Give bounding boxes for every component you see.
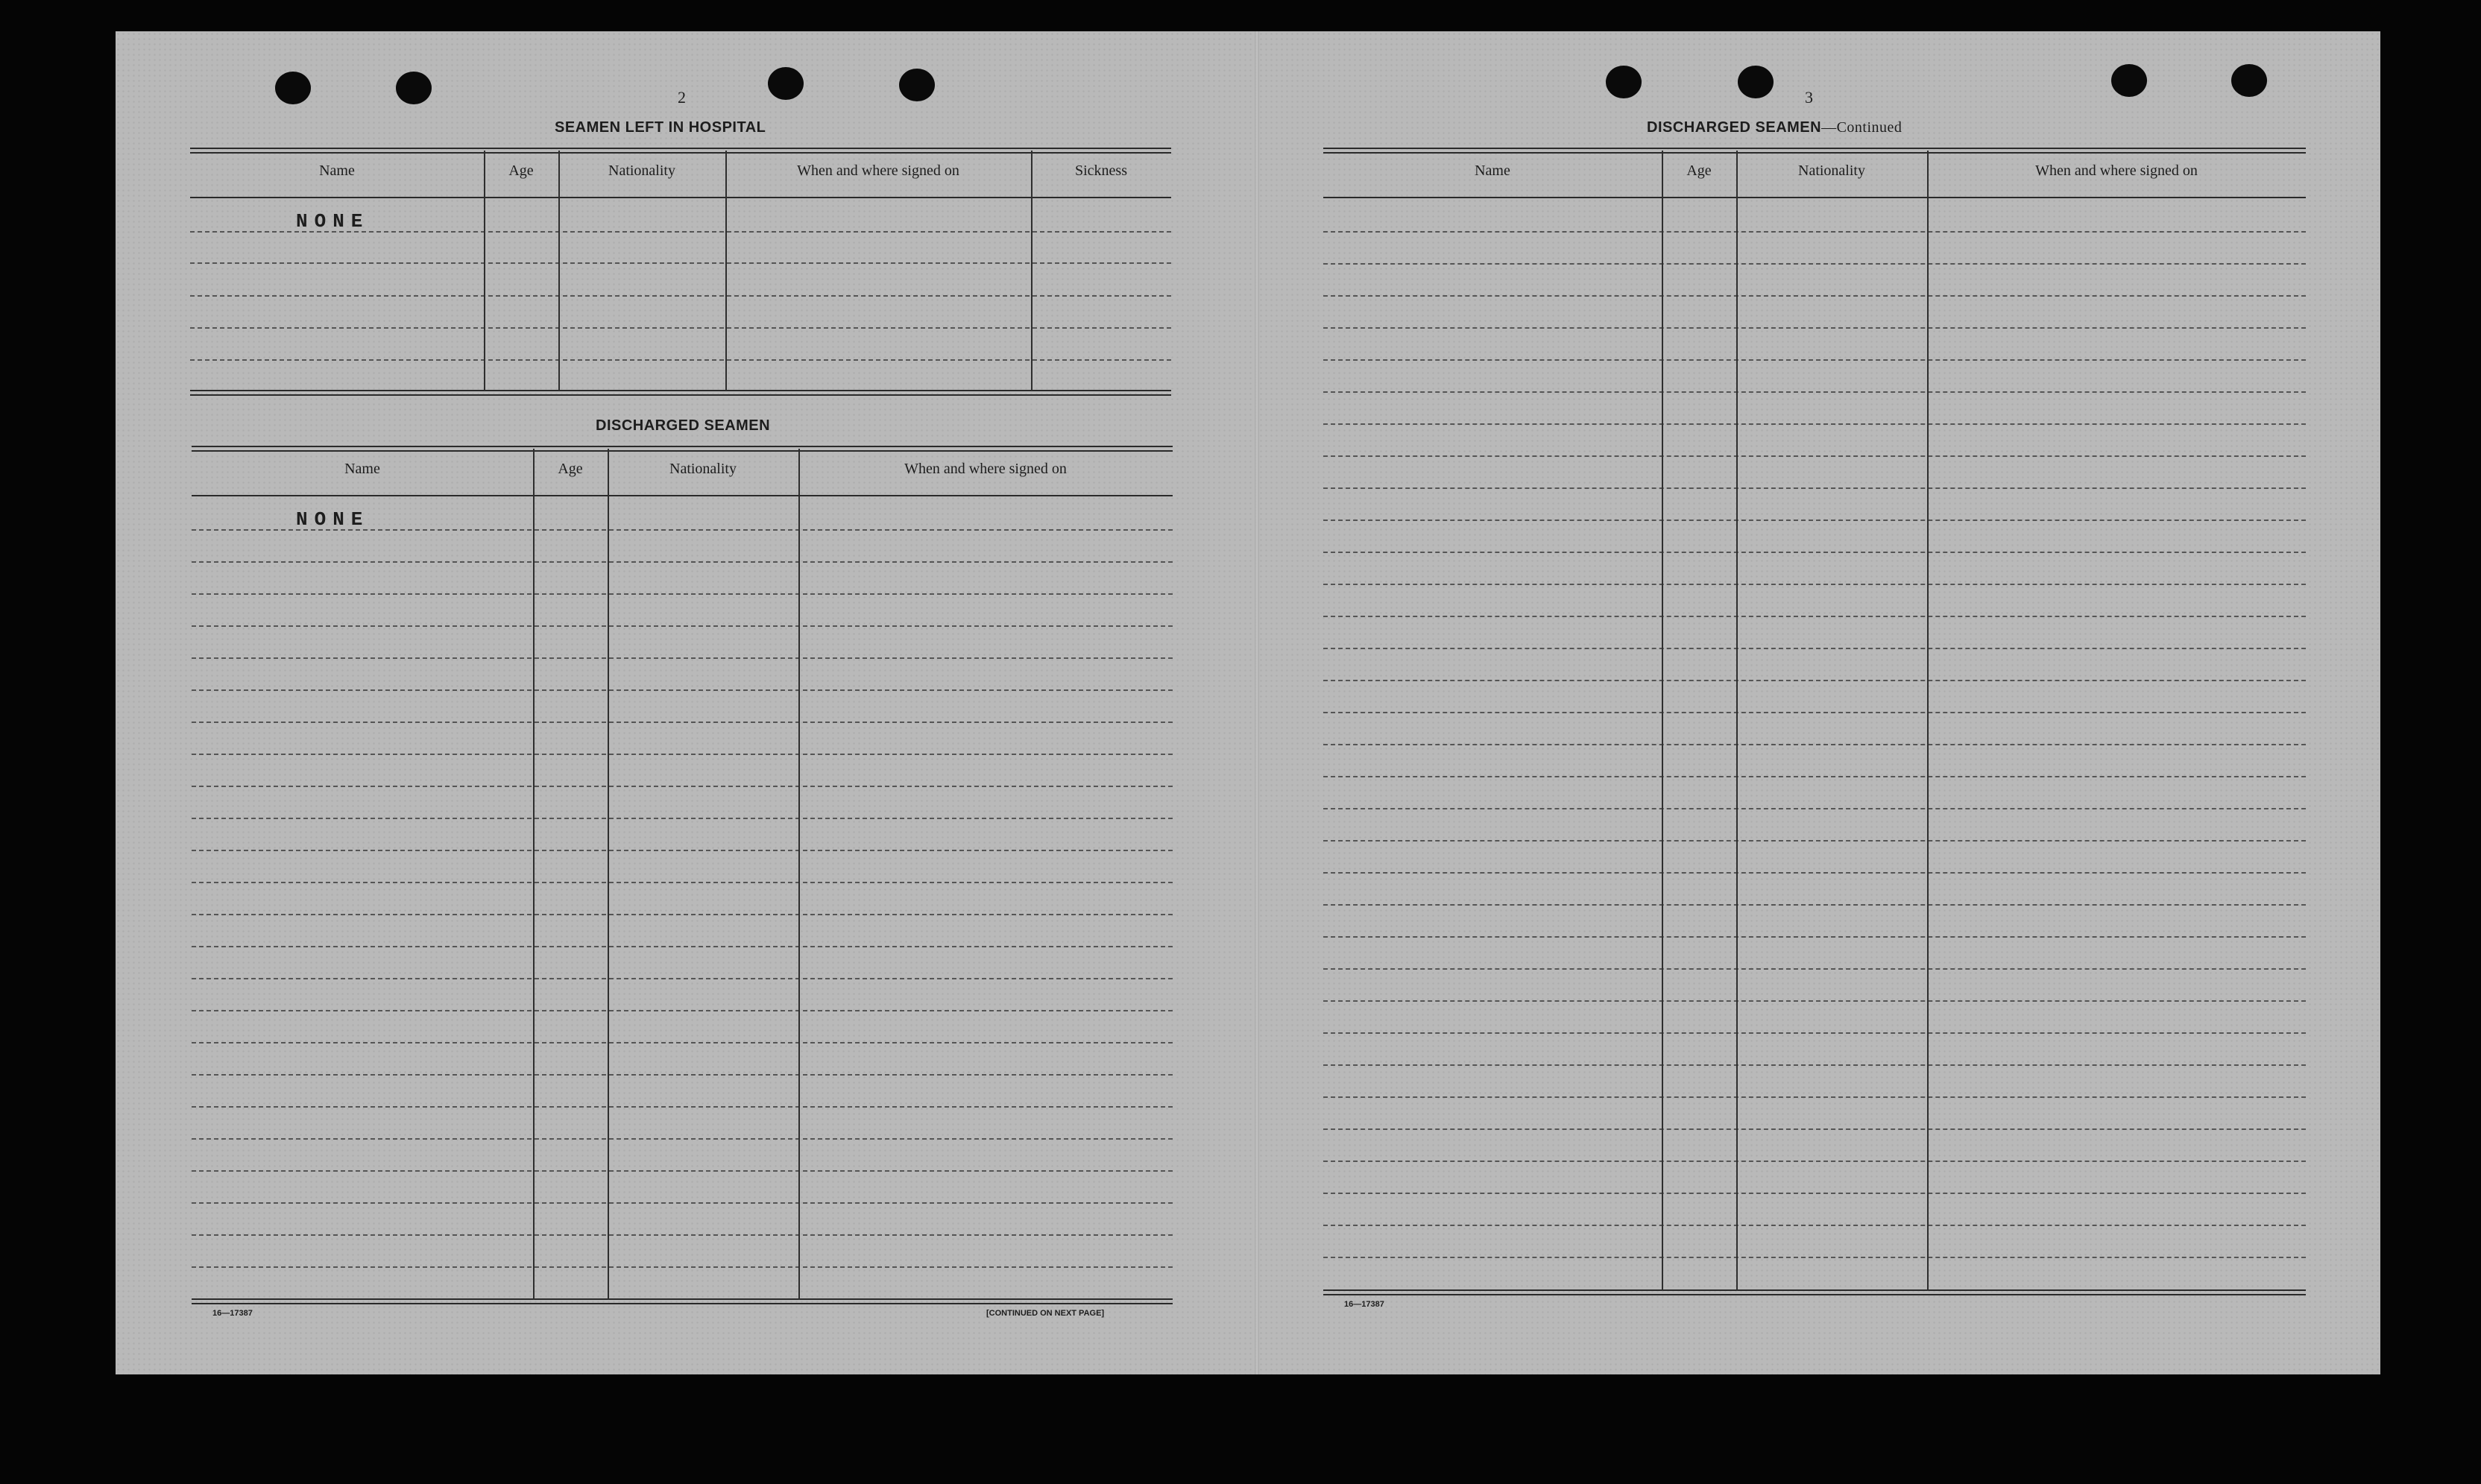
ruled-line (1323, 391, 2306, 393)
col-header-name: Name (1475, 162, 1510, 179)
ruled-line (1323, 776, 2306, 777)
ruled-line (1323, 423, 2306, 425)
col-header-nationality: Nationality (1798, 162, 1865, 179)
continued-note: [CONTINUED ON NEXT PAGE] (986, 1309, 1105, 1318)
ruled-line (1323, 744, 2306, 745)
hospital-entry-none: NONE (296, 210, 370, 233)
page-number: 3 (1805, 88, 1813, 107)
ruled-line (1323, 680, 2306, 681)
ruled-line (192, 786, 1173, 787)
col-header-name: Name (344, 461, 380, 477)
ruled-line (192, 1074, 1173, 1076)
ruled-line (1323, 648, 2306, 649)
ruled-line (1323, 936, 2306, 938)
ruled-line (1323, 808, 2306, 809)
ruled-line (1323, 968, 2306, 970)
col-header-signed-on: When and where signed on (2035, 162, 2198, 179)
hospital-section-title: SEAMEN LEFT IN HOSPITAL (555, 119, 766, 136)
ruled-line (1323, 1225, 2306, 1226)
title-suffix: —Continued (1821, 119, 1902, 136)
ruled-line (192, 1010, 1173, 1011)
ruled-line (192, 818, 1173, 819)
ruled-line (192, 561, 1173, 563)
ruled-line (1323, 616, 2306, 617)
ruled-line (1323, 552, 2306, 553)
punch-hole (899, 69, 935, 101)
ruled-line (1323, 359, 2306, 361)
col-header-signed-on: When and where signed on (797, 162, 959, 179)
punch-hole (768, 67, 804, 100)
ruled-line (1323, 1064, 2306, 1066)
ruled-line (192, 1106, 1173, 1108)
ruled-line (192, 1170, 1173, 1172)
ruled-line (1323, 1032, 2306, 1034)
col-header-name: Name (319, 162, 355, 179)
ruled-line (192, 593, 1173, 595)
ruled-line (192, 1202, 1173, 1204)
discharged-continued-title (1647, 119, 1902, 136)
ruled-line (1323, 487, 2306, 489)
ruled-line (192, 754, 1173, 755)
ruled-line (192, 850, 1173, 851)
punch-hole (2231, 64, 2267, 97)
ruled-line (1323, 1193, 2306, 1194)
ruled-line (192, 978, 1173, 979)
ruled-line (192, 657, 1173, 659)
punch-hole (275, 72, 311, 104)
ruled-line (192, 1138, 1173, 1140)
ruled-line (1323, 712, 2306, 713)
ruled-line (192, 1042, 1173, 1043)
ruled-line (1323, 1161, 2306, 1162)
form-number: 16—17387 (212, 1309, 253, 1318)
ruled-line (1323, 1000, 2306, 1002)
punch-hole (1606, 66, 1642, 98)
form-number: 16—17387 (1344, 1300, 1384, 1309)
page-number: 2 (678, 88, 686, 107)
col-header-age: Age (1686, 162, 1712, 179)
ruled-line (192, 946, 1173, 947)
ruled-line (192, 529, 1173, 531)
ruled-line (1323, 520, 2306, 521)
ruled-line (1323, 295, 2306, 297)
discharged-section-title: DISCHARGED SEAMEN (596, 417, 771, 434)
ruled-line (192, 722, 1173, 723)
ruled-line (1323, 455, 2306, 457)
col-header-nationality: Nationality (608, 162, 675, 179)
col-header-age: Age (558, 461, 583, 477)
punch-hole (2111, 64, 2147, 97)
punch-hole (1738, 66, 1774, 98)
punch-hole (396, 72, 432, 104)
ruled-line (1323, 584, 2306, 585)
ruled-line (192, 914, 1173, 915)
ruled-line (1323, 904, 2306, 906)
title-bold: DISCHARGED SEAMEN (1647, 119, 1822, 136)
ruled-line (192, 1234, 1173, 1236)
col-header-sickness: Sickness (1075, 162, 1127, 179)
discharged-entry-none: NONE (296, 508, 370, 531)
ruled-line (192, 689, 1173, 691)
ruled-line (1323, 872, 2306, 874)
ruled-line (1323, 327, 2306, 329)
ruled-line (1323, 1128, 2306, 1130)
ruled-line (1323, 231, 2306, 233)
ruled-line (192, 882, 1173, 883)
col-header-signed-on: When and where signed on (904, 461, 1067, 477)
ruled-line (192, 625, 1173, 627)
document-sheet (116, 31, 2380, 1374)
ruled-line (1323, 1096, 2306, 1098)
ruled-line (1323, 263, 2306, 265)
col-header-age: Age (508, 162, 534, 179)
ruled-line (1323, 840, 2306, 842)
ruled-line (192, 1266, 1173, 1268)
col-header-nationality: Nationality (669, 461, 737, 477)
ruled-line (1323, 1257, 2306, 1258)
page-fold (1255, 31, 1259, 1374)
